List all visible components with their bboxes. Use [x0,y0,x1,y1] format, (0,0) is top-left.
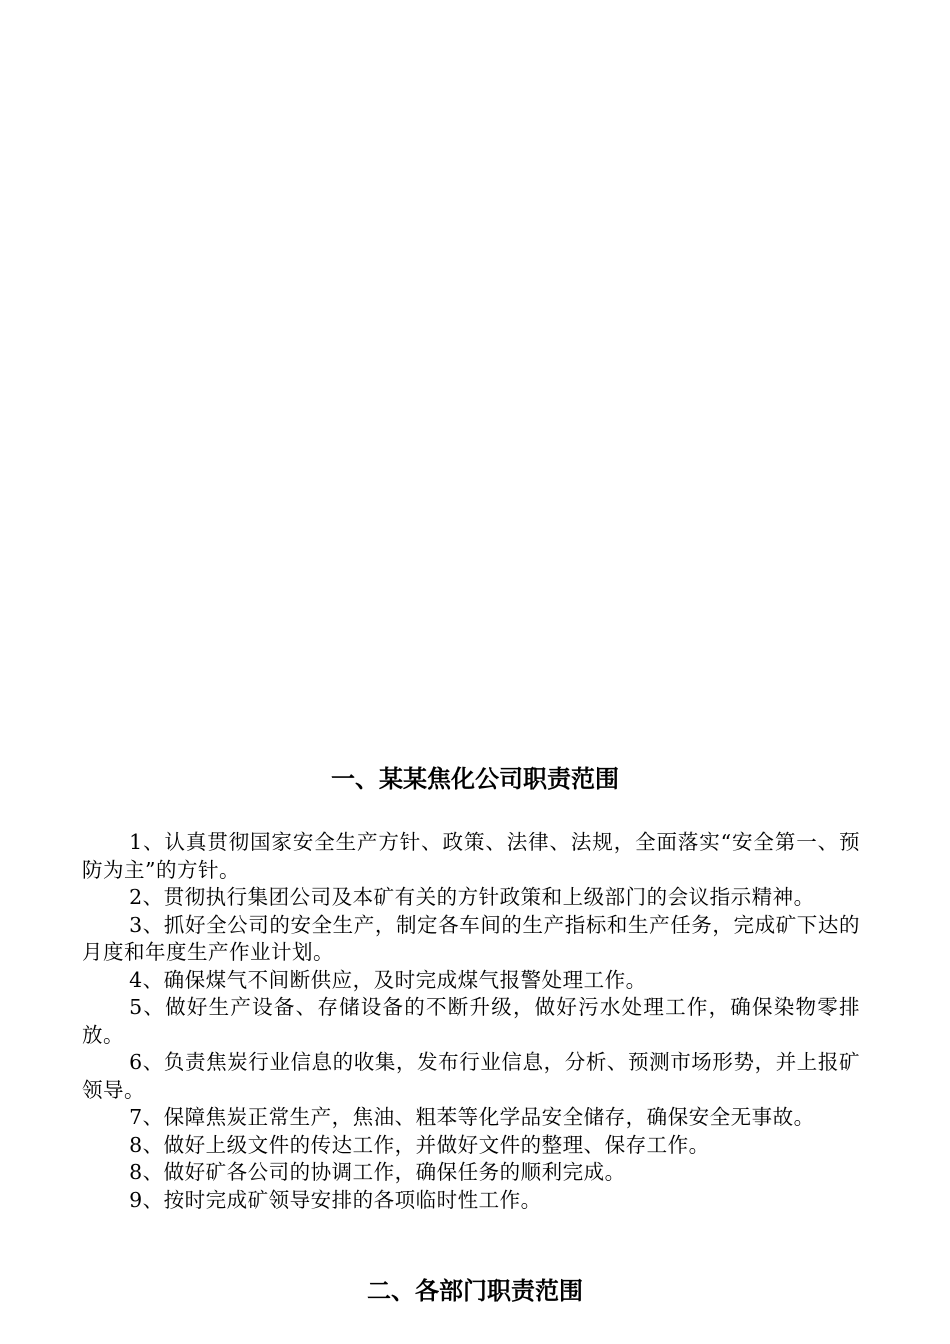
duty-item-2: 2、贯彻执行集团公司及本矿有关的方针政策和上级部门的会议指示精神。 [129,885,815,909]
duty-item-7: 7、保障焦炭正常生产，焦油、粗苯等化学品安全储存，确保安全无事故。 [129,1105,815,1129]
section-title-department-duties: 二、各部门职责范围 [367,1277,583,1305]
section-title-company-duties: 一、某某焦化公司职责范围 [331,765,619,793]
duty-item-10: 9、按时完成矿领导安排的各项临时性工作。 [129,1187,542,1212]
duty-item-1: 1、认真贯彻国家安全生产方针、政策、法律、法规，全面落实“安全第一、预防为主”的方针。 [82,830,860,882]
duty-item-9: 8、做好矿各公司的协调工作，确保任务的顺利完成。 [129,1160,626,1184]
duty-item-8: 8、做好上级文件的传达工作，并做好文件的整理、保存工作。 [129,1132,710,1157]
duties-list [82,829,860,1214]
duty-item-4: 4、确保煤气不间断供应，及时完成煤气报警处理工作。 [129,967,647,992]
duty-item-6: 6、负责焦炭行业信息的收集，发布行业信息，分析、预测市场形势，并上报矿领导。 [82,1050,860,1102]
duty-item-3: 3、抓好全公司的安全生产，制定各车间的生产指标和生产任务，完成矿下达的月度和年度生产作业计划。 [82,912,860,964]
duty-item-5: 5、做好生产设备、存储设备的不断升级，做好污水处理工作，确保染物零排放。 [82,995,860,1047]
